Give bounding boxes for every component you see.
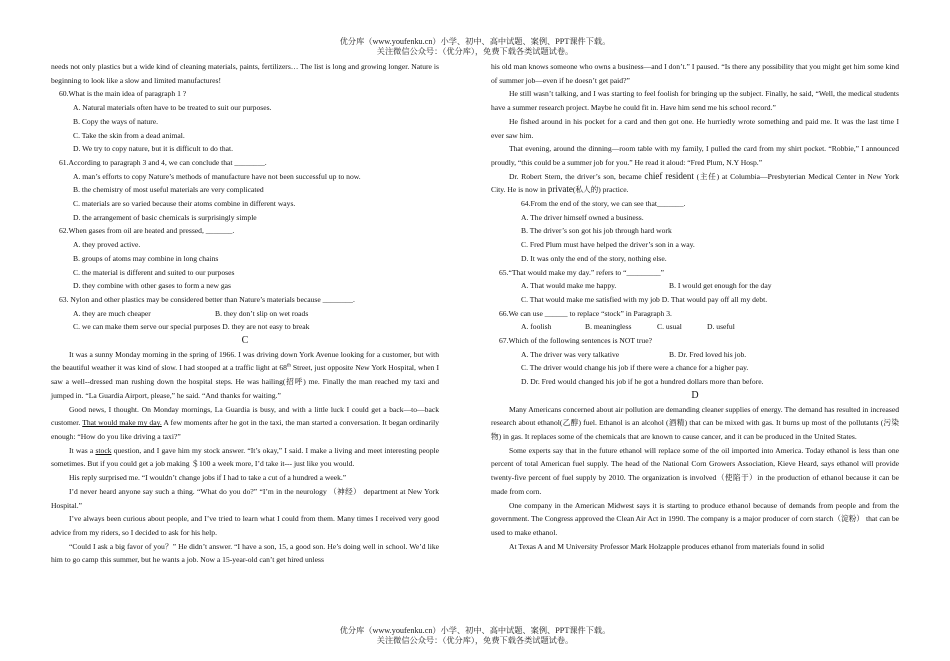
left-column <box>51 60 439 567</box>
passage-c-paragraph-9: He fished around in his pocket for a card and then got one. He hurriedly wrote something and paid me. It was the last time I ever saw him. <box>491 116 899 140</box>
passage-d-paragraph-1: Many Americans concerned about air pollution are demanding cleaner supplies of energy. The demand has resulted in increased research about ethanol(乙醇) fuel. Ethanol is an alcohol (酒精) that can be mixed with gas. It burns up most of the pollutants (污染物) in gas. It replaces some of the chemicals that are known to cause cancer, and it can be produced in the United States. <box>491 404 899 441</box>
question-66-option-d: D. useful <box>707 322 735 332</box>
question-64-option-a: A. The driver himself owned a business. <box>521 212 644 222</box>
passage-d-paragraph-2: Some experts say that in the future ethanol will replace some of the oil imported into America. Today ethanol is less than one percent of total American fuel supply. The head of the National Corn Growers Association, Kieve Heard, says ethanol will provide twenty-five percent of fuel supply by 2010. The organization is involved（使陷于）in the production of ethanol because it can be made from corn. <box>491 445 899 496</box>
question-62-option-b: B. groups of atoms may combine in long chains <box>73 253 219 263</box>
page-footer <box>0 626 950 646</box>
question-60-option-d: D. We try to copy nature, but it is difficult to do that. <box>73 144 234 154</box>
question-63-options-ab <box>51 307 439 321</box>
passage-c-paragraph-2: Good news, I thought. On Monday mornings, La Guardia is busy, and with a little luck I could get a back—to—back customer. That would make my day. A few moments after he got in the taxi, the man started a conversation. It began ordinarily enough: “How do you like driving a taxi?” <box>51 404 439 441</box>
question-61-option-d: D. the arrangement of basic chemicals is surprisingly simple <box>73 212 257 222</box>
question-65-stem: 65.“That would make my day.” refers to “_________” <box>499 267 665 277</box>
question-67-option-b: B. Dr. Fred loved his job. <box>669 349 747 359</box>
question-67-option-c: C. The driver would change his job if there were a chance for a higher pay. <box>521 363 749 373</box>
question-64-option-b: B. The driver’s son got his job through hard work <box>521 226 672 236</box>
question-63-stem: 63. Nylon and other plastics may be considered better than Nature’s materials because ________. <box>59 294 355 304</box>
passage-c-paragraph-11: Dr. Robert Stern, the driver’s son, became chief resident (主任) at Columbia—Presbyterian Medical Center in New York City. He is now in private(私人的) practice. <box>491 170 899 195</box>
question-66-option-a: A. foolish <box>521 322 552 332</box>
question-63-options-cd: C. we can make them serve our special purposes D. they are not easy to break <box>73 322 310 332</box>
section-d-heading: D <box>691 389 699 401</box>
passage-c-paragraph-1: It was a sunny Monday morning in the spring of 1966. I was driving down York Avenue looking for a customer, but with the beautiful weather it was kind of slow. I had stooped at a traffic light at 68th Street, just opposite New York Hospital, when I saw a well--dressed man rushing down the hospital steps. He was hailing(招呼) me. Finally the man reached my taxi and jumped in. “La Guardia Airport, please,” he said. “And thanks for waiting.” <box>51 349 440 400</box>
question-66-option-b: B. meaningless <box>585 322 632 332</box>
passage-c-paragraph-8: He still wasn’t talking, and I was starting to feel foolish for bringing up the subject. Finally, he said, “Well, the medical students have a summer research project. Maybe he could fit in. Have him send me his school record.” <box>491 89 899 113</box>
page-header <box>0 37 950 57</box>
passage-c-paragraph-10: That evening, around the dinning—room table with my family, I pulled the card from my shirt pocket. “Robbie,” I announced proudly, “this could be a summer job for you.” He read it aloud: “Fred Plum, N.Y Hosp.” <box>491 144 899 167</box>
question-62-option-d: D. they combine with other gases to form a new gas <box>73 281 231 291</box>
question-67-options-ab <box>491 348 899 362</box>
question-64-option-c: C. Fred Plum must have helped the driver’s son in a way. <box>521 240 695 250</box>
passage-d-paragraph-4: At Texas A and M University Professor Mark Holzapple produces ethanol from materials found in solid <box>509 541 825 551</box>
passage-c-paragraph-7: “Could I ask a big favor of you？” He didn’t answer. “I have a son, 15, a good son. He’s doing well in school. We’d like him to go camp this summer, but he wants a job. Now a 15-year-old can’t get hired unless <box>51 541 439 565</box>
question-60-stem: 60.What is the main idea of paragraph 1 ? <box>59 89 187 99</box>
header-line-1: 优分库（www.youfenku.cn）小学、初中、高中试题、案例、PPT课件下载。 <box>339 37 611 46</box>
underlined-phrase: That would make my day. <box>82 418 162 428</box>
question-60-option-b: B. Copy the ways of nature. <box>73 116 158 126</box>
question-61-option-c: C. materials are so varied because their atoms combine in different ways. <box>73 199 296 209</box>
passage-c-continued: his old man knows someone who owns a business—and I don’t.” I paused. “Is there any possibility that you might get him some kind of summer job—even if he doesn’t get paid?” <box>491 62 899 85</box>
question-67-option-a: A. The driver was very talkative <box>521 349 620 359</box>
question-60-option-a: A. Natural materials often have to be treated to suit our purposes. <box>73 103 272 113</box>
question-66-options <box>491 320 899 334</box>
question-62-option-a: A. they proved active. <box>73 240 141 250</box>
footer-line-1: 优分库（www.youfenku.cn）小学、初中、高中试题、案例、PPT课件下载。 <box>339 626 611 635</box>
question-67-stem: 67.Which of the following sentences is NOT true? <box>499 336 652 346</box>
passage-d-paragraph-3: One company in the American Midwest says it is starting to produce ethanol because of demands from people and from the government. The Congress approved the Clean Air Act in 1990. The company is a major producer of corn starch（淀粉） that can be used to make ethanol. <box>491 500 899 537</box>
passage-c-paragraph-4: His reply surprised me. “I wouldn’t change jobs if I had to take a cut of a hundred a week.” <box>69 473 347 483</box>
question-66-option-c: C. usual <box>657 322 682 332</box>
question-64-stem: 64.From the end of the story, we can see that_______. <box>521 199 686 209</box>
question-62-option-c: C. the material is different and suited to our purposes <box>73 267 235 277</box>
question-61-option-b: B. the chemistry of most useful materials are very complicated <box>73 185 264 195</box>
question-63-option-b: B. they don’t slip on wet roads <box>215 308 309 318</box>
right-column <box>491 60 899 553</box>
question-64-option-d: D. It was only the end of the story, nothing else. <box>521 253 667 263</box>
question-65-option-a: A. That would make me happy. <box>521 281 617 291</box>
question-61-stem: 61.According to paragraph 3 and 4, we can conclude that ________. <box>59 157 267 167</box>
passage-c-paragraph-6: I’ve always been curious about people, and I’ve tried to learn what I could from them. Many times I received very good advice from my riders, so I decided to ask for his help. <box>51 514 439 537</box>
question-67-option-d: D. Dr. Fred would changed his job if he got a hundred dollars more than before. <box>521 377 764 387</box>
question-60-option-c: C. Take the skin from a dead animal. <box>73 130 185 140</box>
passage-c-paragraph-3: It was a stock question, and I gave him my stock answer. “It’s okay,” I said. I make a living and meet interesting people sometimes. But if you could get a job making ＄100 a week more, I’d take it--- just like you would. <box>51 445 440 469</box>
passage-b-ending: needs not only plastics but a wide kind of cleaning materials, paints, fertilizers… The list is long and growing longer. Nature is beginning to look like a slow and limited manufactures! <box>51 62 439 85</box>
section-c-heading: C <box>241 335 249 347</box>
underlined-word: stock <box>95 445 112 455</box>
footer-line-2: 关注微信公众号：（优分库），免费下载各类试题试卷。 <box>376 636 574 645</box>
question-65-option-b: B. I would get enough for the day <box>669 281 772 291</box>
question-63-option-a: A. they are much cheaper <box>73 308 151 318</box>
question-66-stem: 66.We can use ______ to replace “stock” in Paragraph 3. <box>499 308 672 318</box>
question-62-stem: 62.When gases from oil are heated and pressed, _______. <box>59 226 235 236</box>
header-line-2: 关注微信公众号：（优分库），免费下载各类试题试卷。 <box>376 47 574 56</box>
passage-c-paragraph-5: I’d never heard anyone say such a thing. “What do you do?” “I’m in the neurology （神经） department at New York Hospital.” <box>51 486 439 510</box>
question-65-options-ab <box>491 279 899 293</box>
question-65-options-cd: C. That would make me satisfied with my job D. That would pay off all my debt. <box>521 294 768 304</box>
question-61-option-a: A. man’s efforts to copy Nature’s methods of manufacture have not been successful up to now. <box>73 171 361 181</box>
